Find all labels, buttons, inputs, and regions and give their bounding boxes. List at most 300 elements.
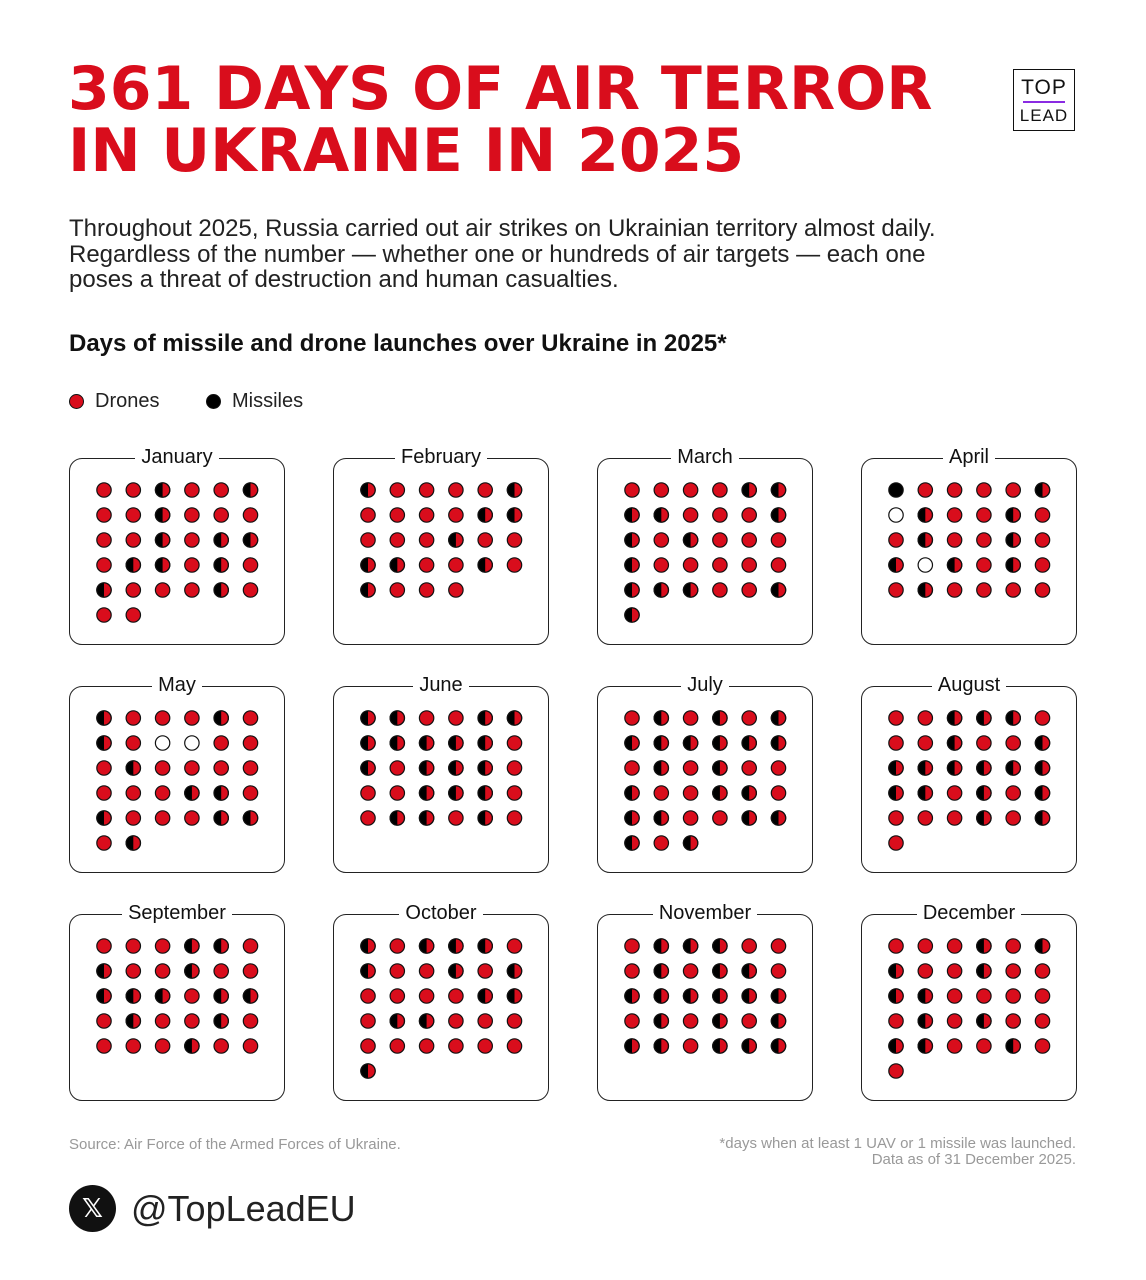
day-dot — [419, 533, 433, 547]
day-dot — [126, 711, 140, 725]
day-dots — [598, 915, 814, 1102]
day-dot — [1035, 483, 1049, 497]
day-dot — [507, 483, 521, 497]
day-dot — [419, 583, 433, 597]
day-dot — [390, 811, 404, 825]
day-dot — [214, 811, 228, 825]
legend-item-drones — [69, 390, 159, 413]
month-label — [862, 446, 1076, 468]
day-dot — [214, 711, 228, 725]
month-label-text: November — [653, 902, 757, 924]
month-march — [597, 446, 813, 645]
day-dot — [742, 736, 756, 750]
day-dot — [390, 786, 404, 800]
day-dot — [625, 836, 639, 850]
day-dot — [1035, 964, 1049, 978]
day-dot — [97, 533, 111, 547]
month-label — [70, 674, 284, 696]
day-dot — [889, 508, 903, 522]
day-dot — [947, 811, 961, 825]
day-dot — [771, 483, 785, 497]
day-dot — [507, 989, 521, 1003]
day-dot — [478, 711, 492, 725]
day-dot — [390, 558, 404, 572]
day-dot — [97, 786, 111, 800]
legend-drones-label: Drones — [95, 390, 160, 412]
day-dot — [97, 1039, 111, 1053]
day-dot — [243, 786, 257, 800]
day-dot — [361, 786, 375, 800]
month-june — [333, 674, 549, 873]
day-dots — [598, 687, 814, 874]
day-dot — [155, 1039, 169, 1053]
day-dot — [449, 939, 463, 953]
day-dot — [918, 508, 932, 522]
day-dot — [683, 811, 697, 825]
day-dot — [625, 533, 639, 547]
month-label-text: October — [399, 902, 482, 924]
day-dot — [654, 711, 668, 725]
day-dot — [713, 508, 727, 522]
day-dot — [1035, 533, 1049, 547]
day-dot — [361, 736, 375, 750]
day-dot — [771, 761, 785, 775]
day-dot — [742, 939, 756, 953]
day-dot — [947, 1014, 961, 1028]
day-dot — [654, 558, 668, 572]
day-dot — [947, 508, 961, 522]
day-dot — [361, 1064, 375, 1078]
day-dot — [918, 558, 932, 572]
day-dot — [654, 964, 668, 978]
day-dot — [889, 533, 903, 547]
day-dot — [419, 989, 433, 1003]
month-december — [861, 902, 1077, 1101]
day-dot — [625, 736, 639, 750]
month-april — [861, 446, 1077, 645]
title-line-2: IN UKRAINE IN 2025 — [68, 116, 745, 186]
day-dot — [507, 508, 521, 522]
day-dot — [1006, 761, 1020, 775]
day-dot — [977, 989, 991, 1003]
intro-line-2: Regardless of the number — whether one or hundreds of air targets — each one — [69, 240, 926, 268]
day-dot — [214, 736, 228, 750]
day-dot — [243, 964, 257, 978]
month-september — [69, 902, 285, 1101]
day-dot — [713, 786, 727, 800]
month-label — [70, 902, 284, 924]
day-dot — [243, 508, 257, 522]
day-dot — [507, 1014, 521, 1028]
day-dot — [243, 761, 257, 775]
day-dot — [419, 711, 433, 725]
day-dot — [947, 989, 961, 1003]
day-dot — [654, 939, 668, 953]
day-dot — [625, 786, 639, 800]
day-dot — [918, 786, 932, 800]
day-dot — [390, 939, 404, 953]
day-dot — [977, 811, 991, 825]
day-dot — [97, 736, 111, 750]
day-dot — [507, 1039, 521, 1053]
day-dot — [361, 533, 375, 547]
day-dot — [126, 1014, 140, 1028]
day-dot — [918, 533, 932, 547]
day-dot — [243, 533, 257, 547]
month-label — [862, 902, 1076, 924]
source-text: Source: Air Force of the Armed Forces of Ukraine. — [69, 1136, 401, 1153]
day-dot — [185, 964, 199, 978]
day-dot — [155, 939, 169, 953]
day-dot — [977, 964, 991, 978]
day-dot — [419, 1014, 433, 1028]
day-dot — [713, 736, 727, 750]
day-dot — [683, 1039, 697, 1053]
day-dot — [214, 1039, 228, 1053]
day-dot — [155, 964, 169, 978]
day-dot — [713, 1014, 727, 1028]
day-dot — [419, 811, 433, 825]
day-dot — [449, 1014, 463, 1028]
day-dot — [889, 736, 903, 750]
day-dot — [683, 711, 697, 725]
day-dot — [977, 533, 991, 547]
month-label-text: January — [135, 446, 218, 468]
day-dot — [507, 811, 521, 825]
day-dot — [713, 711, 727, 725]
day-dot — [1035, 508, 1049, 522]
day-dot — [977, 711, 991, 725]
day-dot — [361, 583, 375, 597]
day-dot — [771, 508, 785, 522]
day-dot — [1006, 558, 1020, 572]
day-dot — [214, 964, 228, 978]
day-dot — [97, 1014, 111, 1028]
day-dot — [625, 939, 639, 953]
day-dot — [1006, 736, 1020, 750]
x-logo-icon: 𝕏 — [69, 1185, 116, 1232]
day-dot — [185, 786, 199, 800]
day-dot — [478, 811, 492, 825]
month-label-text: December — [917, 902, 1021, 924]
day-dot — [419, 786, 433, 800]
day-dot — [918, 1039, 932, 1053]
day-dot — [625, 583, 639, 597]
day-dots — [334, 687, 550, 874]
intro-line-1: Throughout 2025, Russia carried out air strikes on Ukrainian territory almost daily. — [69, 215, 936, 242]
day-dot — [419, 508, 433, 522]
day-dot — [1006, 583, 1020, 597]
day-dot — [185, 558, 199, 572]
month-label — [334, 446, 548, 468]
day-dot — [126, 533, 140, 547]
day-dot — [742, 711, 756, 725]
day-dot — [713, 811, 727, 825]
month-label — [598, 446, 812, 468]
day-dot — [654, 1039, 668, 1053]
day-dot — [713, 761, 727, 775]
day-dot — [361, 1039, 375, 1053]
day-dot — [449, 508, 463, 522]
day-dot — [947, 939, 961, 953]
day-dot — [449, 583, 463, 597]
day-dot — [185, 533, 199, 547]
day-dot — [155, 483, 169, 497]
day-dot — [507, 786, 521, 800]
day-dot — [683, 533, 697, 547]
day-dot — [977, 761, 991, 775]
month-label-text: September — [122, 902, 232, 924]
day-dot — [771, 1014, 785, 1028]
day-dot — [742, 761, 756, 775]
day-dot — [214, 989, 228, 1003]
day-dot — [889, 989, 903, 1003]
day-dot — [185, 811, 199, 825]
day-dot — [713, 558, 727, 572]
day-dot — [126, 786, 140, 800]
month-january — [69, 446, 285, 645]
day-dot — [449, 1039, 463, 1053]
month-label-text: April — [943, 446, 995, 468]
day-dot — [126, 1039, 140, 1053]
day-dot — [889, 1039, 903, 1053]
month-may — [69, 674, 285, 873]
day-dot — [625, 508, 639, 522]
day-dot — [683, 964, 697, 978]
month-label — [334, 902, 548, 924]
day-dot — [449, 786, 463, 800]
month-october — [333, 902, 549, 1101]
day-dot — [918, 989, 932, 1003]
day-dot — [126, 761, 140, 775]
day-dot — [449, 761, 463, 775]
month-august — [861, 674, 1077, 873]
day-dot — [361, 1014, 375, 1028]
month-label — [70, 446, 284, 468]
day-dot — [390, 711, 404, 725]
day-dots — [862, 915, 1078, 1102]
day-dot — [771, 989, 785, 1003]
day-dot — [977, 939, 991, 953]
day-dot — [214, 583, 228, 597]
day-dot — [419, 761, 433, 775]
day-dot — [214, 1014, 228, 1028]
day-dot — [449, 483, 463, 497]
legend-item-missiles — [206, 390, 303, 413]
day-dot — [361, 711, 375, 725]
day-dot — [97, 558, 111, 572]
day-dot — [654, 811, 668, 825]
day-dot — [419, 964, 433, 978]
day-dot — [683, 583, 697, 597]
day-dot — [185, 711, 199, 725]
day-dot — [155, 989, 169, 1003]
day-dot — [683, 836, 697, 850]
day-dot — [889, 558, 903, 572]
day-dot — [683, 483, 697, 497]
day-dot — [97, 989, 111, 1003]
day-dots — [70, 687, 286, 874]
day-dot — [361, 939, 375, 953]
day-dot — [97, 964, 111, 978]
social-handle: @TopLeadEU — [131, 1188, 356, 1229]
day-dot — [390, 761, 404, 775]
day-dot — [918, 761, 932, 775]
day-dot — [947, 1039, 961, 1053]
day-dot — [185, 939, 199, 953]
day-dot — [742, 558, 756, 572]
day-dot — [977, 1014, 991, 1028]
month-label — [598, 674, 812, 696]
legend-missile-dot — [206, 394, 221, 409]
day-dot — [1035, 1014, 1049, 1028]
day-dot — [1006, 1014, 1020, 1028]
day-dot — [918, 711, 932, 725]
day-dot — [390, 989, 404, 1003]
day-dot — [185, 483, 199, 497]
day-dot — [1035, 811, 1049, 825]
day-dot — [361, 989, 375, 1003]
day-dot — [478, 1039, 492, 1053]
day-dot — [478, 533, 492, 547]
day-dot — [390, 1014, 404, 1028]
day-dots — [862, 459, 1078, 646]
day-dot — [185, 761, 199, 775]
day-dot — [243, 989, 257, 1003]
day-dot — [654, 989, 668, 1003]
day-dot — [126, 736, 140, 750]
day-dot — [977, 483, 991, 497]
month-november — [597, 902, 813, 1101]
day-dot — [771, 786, 785, 800]
day-dot — [742, 786, 756, 800]
footnote — [719, 1136, 1076, 1168]
day-dot — [889, 811, 903, 825]
day-dot — [507, 964, 521, 978]
day-dot — [419, 558, 433, 572]
day-dot — [390, 508, 404, 522]
day-dot — [947, 533, 961, 547]
day-dot — [390, 736, 404, 750]
day-dot — [214, 533, 228, 547]
day-dot — [126, 608, 140, 622]
day-dot — [449, 711, 463, 725]
day-dot — [771, 964, 785, 978]
day-dot — [947, 786, 961, 800]
day-dot — [683, 1014, 697, 1028]
day-dot — [654, 1014, 668, 1028]
day-dot — [243, 736, 257, 750]
day-dot — [1006, 786, 1020, 800]
day-dot — [713, 964, 727, 978]
day-dot — [713, 483, 727, 497]
day-dot — [742, 508, 756, 522]
day-dot — [243, 583, 257, 597]
day-dot — [918, 939, 932, 953]
day-dot — [1006, 508, 1020, 522]
day-dot — [889, 483, 903, 497]
day-dot — [185, 583, 199, 597]
legend-drone-dot — [69, 394, 84, 409]
day-dot — [918, 964, 932, 978]
day-dot — [243, 711, 257, 725]
day-dot — [742, 533, 756, 547]
day-dot — [742, 964, 756, 978]
day-dot — [243, 558, 257, 572]
day-dot — [625, 964, 639, 978]
day-dot — [889, 939, 903, 953]
day-dot — [625, 989, 639, 1003]
day-dot — [126, 558, 140, 572]
day-dot — [214, 786, 228, 800]
day-dot — [1035, 989, 1049, 1003]
day-dot — [889, 836, 903, 850]
day-dot — [625, 761, 639, 775]
day-dot — [185, 1039, 199, 1053]
logo-top-text: TOP — [1021, 76, 1067, 99]
day-dot — [625, 711, 639, 725]
day-dot — [1035, 583, 1049, 597]
day-dot — [977, 558, 991, 572]
day-dot — [1035, 711, 1049, 725]
day-dot — [185, 508, 199, 522]
day-dot — [1006, 811, 1020, 825]
day-dot — [390, 583, 404, 597]
day-dot — [625, 483, 639, 497]
day-dot — [155, 508, 169, 522]
day-dot — [97, 508, 111, 522]
day-dot — [155, 786, 169, 800]
logo-bottom-text: LEAD — [1019, 106, 1069, 125]
day-dots — [862, 687, 1078, 874]
day-dot — [1035, 558, 1049, 572]
day-dot — [625, 811, 639, 825]
day-dot — [977, 786, 991, 800]
day-dot — [947, 583, 961, 597]
month-label-text: March — [671, 446, 739, 468]
day-dot — [97, 483, 111, 497]
day-dot — [654, 533, 668, 547]
day-dot — [97, 583, 111, 597]
day-dot — [155, 761, 169, 775]
day-dot — [214, 508, 228, 522]
day-dot — [419, 483, 433, 497]
day-dot — [243, 1014, 257, 1028]
day-dot — [478, 483, 492, 497]
logo-rule — [1023, 101, 1065, 103]
day-dot — [1035, 939, 1049, 953]
legend-missiles-label: Missiles — [232, 390, 304, 412]
day-dot — [1035, 736, 1049, 750]
day-dot — [449, 736, 463, 750]
toplead-logo — [1013, 69, 1075, 131]
day-dot — [654, 761, 668, 775]
day-dot — [918, 483, 932, 497]
day-dot — [713, 939, 727, 953]
day-dot — [419, 939, 433, 953]
day-dot — [889, 1014, 903, 1028]
day-dot — [155, 711, 169, 725]
day-dot — [361, 483, 375, 497]
day-dot — [126, 811, 140, 825]
day-dot — [654, 786, 668, 800]
day-dot — [771, 1039, 785, 1053]
day-dot — [361, 761, 375, 775]
day-dot — [97, 836, 111, 850]
chart-title: Days of missile and drone launches over Ukraine in 2025* — [69, 330, 727, 357]
day-dot — [947, 736, 961, 750]
day-dot — [185, 736, 199, 750]
